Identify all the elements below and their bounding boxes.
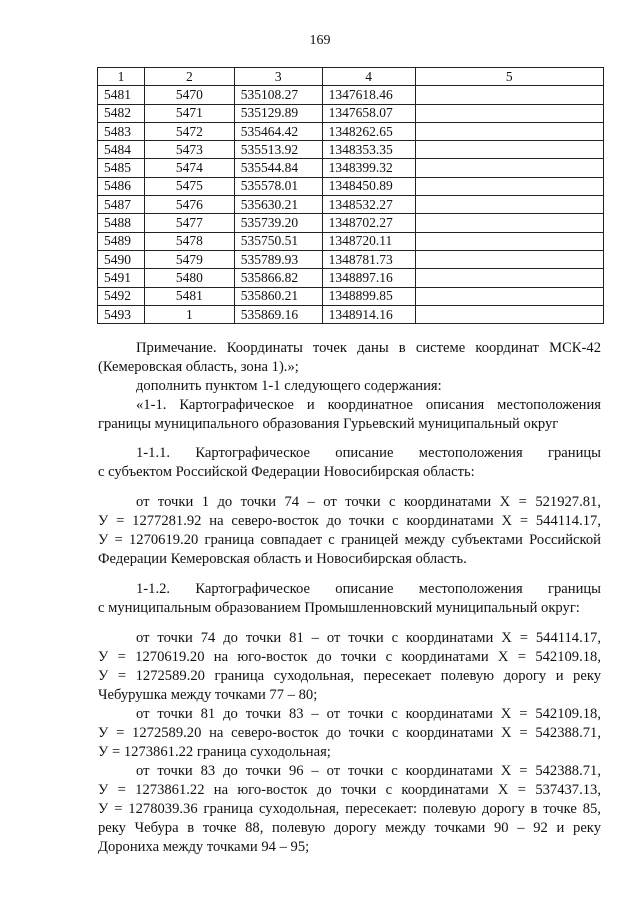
table-cell: 535869.16 bbox=[234, 305, 322, 323]
boundary-1-line-4: Федерации Кемеровская область и Новосибирская область. bbox=[98, 551, 467, 567]
table-cell: 535860.21 bbox=[234, 287, 322, 305]
table-header-row bbox=[98, 68, 604, 86]
table-cell bbox=[415, 104, 603, 122]
table-cell: 5480 bbox=[144, 269, 234, 287]
table-cell: 1 bbox=[144, 305, 234, 323]
table-cell: 1347618.46 bbox=[322, 86, 415, 104]
subclause-1-1-2-line-2: с муниципальным образованием Промышленновский муниципальный округ: bbox=[98, 600, 580, 616]
table-cell: 535578.01 bbox=[234, 177, 322, 195]
boundary-2-line-2: У = 1270619.20 на юго-восток до точки с координатами Х = 542109.18, bbox=[98, 649, 601, 665]
table-cell: 5490 bbox=[98, 250, 145, 268]
table-cell: 5493 bbox=[98, 305, 145, 323]
table-row bbox=[98, 141, 604, 159]
table-row bbox=[98, 196, 604, 214]
clause-1-1-line-1: «1-1. Картографическое и координатное описания местоположения bbox=[136, 397, 601, 413]
boundary-4-line-1: от точки 83 до точки 96 – от точки с координатами Х = 542388.71, bbox=[136, 763, 601, 779]
table-cell: 535129.89 bbox=[234, 104, 322, 122]
table-cell: 5484 bbox=[98, 141, 145, 159]
boundary-4-line-2: У = 1273861.22 на юго-восток до точки с координатами Х = 537437.13, bbox=[98, 782, 601, 798]
table-cell: 1348353.35 bbox=[322, 141, 415, 159]
table-cell bbox=[415, 287, 603, 305]
boundary-2-line-3: У = 1272589.20 граница суходольная, пересекает полевую дорогу и реку bbox=[98, 668, 601, 684]
table-row bbox=[98, 122, 604, 140]
table-header-cell: 5 bbox=[415, 68, 603, 86]
table-header-cell: 1 bbox=[98, 68, 145, 86]
table-cell bbox=[415, 214, 603, 232]
boundary-4-line-3: У = 1278039.36 граница суходольная, пересекает: полевую дорогу в точке 85, bbox=[98, 801, 601, 817]
supplement-line: дополнить пунктом 1-1 следующего содержания: bbox=[136, 378, 442, 394]
table-header-cell: 2 bbox=[144, 68, 234, 86]
table-cell: 5481 bbox=[98, 86, 145, 104]
table-row bbox=[98, 232, 604, 250]
table-cell bbox=[415, 86, 603, 104]
table-row bbox=[98, 250, 604, 268]
table-cell: 1347658.07 bbox=[322, 104, 415, 122]
boundary-1-line-2: У = 1277281.92 на северо-восток до точки с координатами Х = 544114.17, bbox=[98, 513, 601, 529]
table-cell: 5488 bbox=[98, 214, 145, 232]
table-cell: 5470 bbox=[144, 86, 234, 104]
table-cell: 535866.82 bbox=[234, 269, 322, 287]
note-line-1: Примечание. Координаты точек даны в системе координат МСК-42 bbox=[136, 340, 601, 356]
table-cell: 5477 bbox=[144, 214, 234, 232]
table-cell: 1348399.32 bbox=[322, 159, 415, 177]
table-cell: 5485 bbox=[98, 159, 145, 177]
table-cell: 1348781.73 bbox=[322, 250, 415, 268]
subclause-1-1-1-line-1: 1-1.1. Картографическое описание местоположения границы bbox=[136, 445, 601, 461]
subclause-1-1-2-line-1: 1-1.2. Картографическое описание местоположения границы bbox=[136, 581, 601, 597]
table-cell: 535739.20 bbox=[234, 214, 322, 232]
table-cell: 535750.51 bbox=[234, 232, 322, 250]
table-cell: 5481 bbox=[144, 287, 234, 305]
table-cell bbox=[415, 141, 603, 159]
table-row bbox=[98, 214, 604, 232]
table-cell: 535789.93 bbox=[234, 250, 322, 268]
table-row bbox=[98, 269, 604, 287]
table-cell: 5476 bbox=[144, 196, 234, 214]
table-cell: 5492 bbox=[98, 287, 145, 305]
table-cell bbox=[415, 232, 603, 250]
table-header-cell: 3 bbox=[234, 68, 322, 86]
table-cell: 1348532.27 bbox=[322, 196, 415, 214]
table-cell: 1348702.27 bbox=[322, 214, 415, 232]
table-cell: 535513.92 bbox=[234, 141, 322, 159]
page-number: 169 bbox=[309, 33, 331, 48]
boundary-3-line-3: У = 1273861.22 граница суходольная; bbox=[98, 744, 331, 760]
subclause-1-1-1-line-2: с субъектом Российской Федерации Новосибирская область: bbox=[98, 464, 475, 480]
table-cell: 5475 bbox=[144, 177, 234, 195]
table-cell: 1348262.65 bbox=[322, 122, 415, 140]
boundary-3-line-2: У = 1272589.20 на северо-восток до точки с координатами Х = 542388.71, bbox=[98, 725, 601, 741]
table-cell: 5471 bbox=[144, 104, 234, 122]
boundary-1-line-3: У = 1270619.20 граница совпадает с границей между субъектами Российской bbox=[98, 532, 601, 548]
table-cell: 5487 bbox=[98, 196, 145, 214]
table-cell: 5491 bbox=[98, 269, 145, 287]
table-row bbox=[98, 104, 604, 122]
table-cell bbox=[415, 159, 603, 177]
table-cell: 5479 bbox=[144, 250, 234, 268]
table-header-cell: 4 bbox=[322, 68, 415, 86]
boundary-2-line-1: от точки 74 до точки 81 – от точки с координатами Х = 544114.17, bbox=[136, 630, 601, 646]
table-cell bbox=[415, 177, 603, 195]
table-cell: 5478 bbox=[144, 232, 234, 250]
boundary-3-line-1: от точки 81 до точки 83 – от точки с координатами Х = 542109.18, bbox=[136, 706, 601, 722]
table-row bbox=[98, 287, 604, 305]
table-cell: 5489 bbox=[98, 232, 145, 250]
table-cell: 1348897.16 bbox=[322, 269, 415, 287]
table-cell: 535630.21 bbox=[234, 196, 322, 214]
coordinates-table bbox=[97, 67, 604, 324]
table-cell bbox=[415, 305, 603, 323]
table-cell: 1348914.16 bbox=[322, 305, 415, 323]
table-cell: 535464.42 bbox=[234, 122, 322, 140]
boundary-4-line-5: Дорониха между точками 94 – 95; bbox=[98, 839, 310, 855]
table-row bbox=[98, 177, 604, 195]
clause-1-1-line-2: границы муниципального образования Гурьевский муниципальный округ bbox=[98, 416, 559, 432]
table-cell: 5486 bbox=[98, 177, 145, 195]
coordinates-table-body bbox=[98, 68, 604, 324]
table-cell: 535108.27 bbox=[234, 86, 322, 104]
table-cell bbox=[415, 250, 603, 268]
table-cell bbox=[415, 122, 603, 140]
table-cell: 1348720.11 bbox=[322, 232, 415, 250]
table-cell: 5482 bbox=[98, 104, 145, 122]
table-cell: 5472 bbox=[144, 122, 234, 140]
table-row bbox=[98, 305, 604, 323]
table-cell: 535544.84 bbox=[234, 159, 322, 177]
table-cell bbox=[415, 269, 603, 287]
table-cell: 1348450.89 bbox=[322, 177, 415, 195]
table-cell bbox=[415, 196, 603, 214]
boundary-4-line-4: реку Чебура в точке 88, полевую дорогу между точками 90 – 92 и реку bbox=[98, 820, 601, 836]
table-row bbox=[98, 159, 604, 177]
boundary-2-line-4: Чебурушка между точками 77 – 80; bbox=[98, 687, 318, 703]
boundary-1-line-1: от точки 1 до точки 74 – от точки с координатами Х = 521927.81, bbox=[136, 494, 601, 510]
table-cell: 5474 bbox=[144, 159, 234, 177]
table-cell: 1348899.85 bbox=[322, 287, 415, 305]
note-line-2: (Кемеровская область, зона 1).»; bbox=[98, 359, 299, 375]
table-cell: 5483 bbox=[98, 122, 145, 140]
table-cell: 5473 bbox=[144, 141, 234, 159]
table-row bbox=[98, 86, 604, 104]
